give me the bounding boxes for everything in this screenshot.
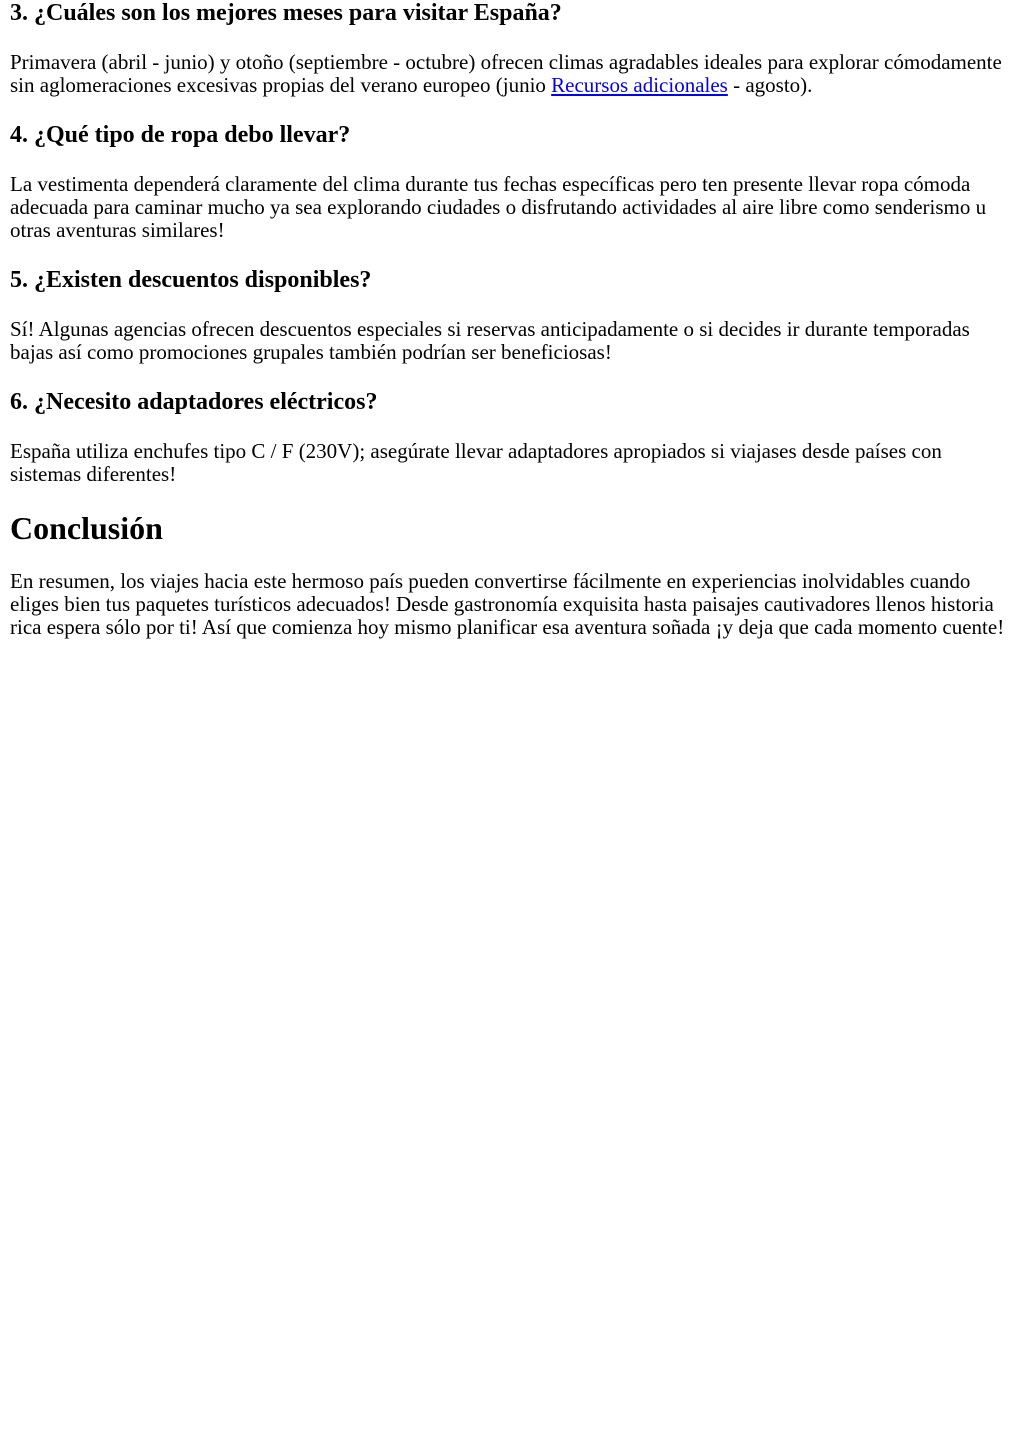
faq-heading-adapters: 6. ¿Necesito adaptadores eléctricos? (10, 389, 378, 415)
article-content (0, 0, 1024, 639)
faq-answer-best-months-text-1: Primavera (abril - junio) y otoño (septiembre - octubre) ofrecen climas agradables ideales para explorar cómodamente sin aglomeraciones excesivas propias del verano europeo (junio (10, 50, 1002, 97)
faq-answer-clothing: La vestimenta dependerá claramente del clima durante tus fechas específicas pero ten presente llevar ropa cómoda adecuada para caminar mucho ya sea explorando ciudades o disfrutando actividades al aire libre como senderismo u otras aventuras similares! (10, 172, 987, 242)
faq-answer-best-months-text-2: - agosto). (727, 73, 813, 97)
faq-answer-adapters: España utiliza enchufes tipo C / F (230V); asegúrate llevar adaptadores apropiados si viajases desde países con sistemas diferentes! (10, 439, 942, 486)
faq-answer-discounts: Sí! Algunas agencias ofrecen descuentos especiales si reservas anticipadamente o si decides ir durante temporadas bajas así como promociones grupales también podrían ser beneficiosas! (10, 317, 970, 364)
conclusion-text: En resumen, los viajes hacia este hermoso país pueden convertirse fácilmente en experiencias inolvidables cuando eliges bien tus paquetes turísticos adecuados! Desde gastronomía exquisita hasta paisajes cautivadores llenos historia rica espera sólo por ti! Así que comienza hoy mismo planificar esa aventura soñada ¡y deja que cada momento cuente! (10, 569, 1005, 639)
faq-heading-best-months: 3. ¿Cuáles son los mejores meses para visitar España? (10, 0, 562, 26)
additional-resources-link[interactable]: Recursos adicionales (551, 73, 728, 97)
conclusion-heading: Conclusión (10, 510, 163, 546)
faq-answer-best-months (10, 51, 1014, 97)
faq-heading-clothing: 4. ¿Qué tipo de ropa debo llevar? (10, 122, 351, 148)
faq-heading-discounts: 5. ¿Existen descuentos disponibles? (10, 267, 372, 293)
